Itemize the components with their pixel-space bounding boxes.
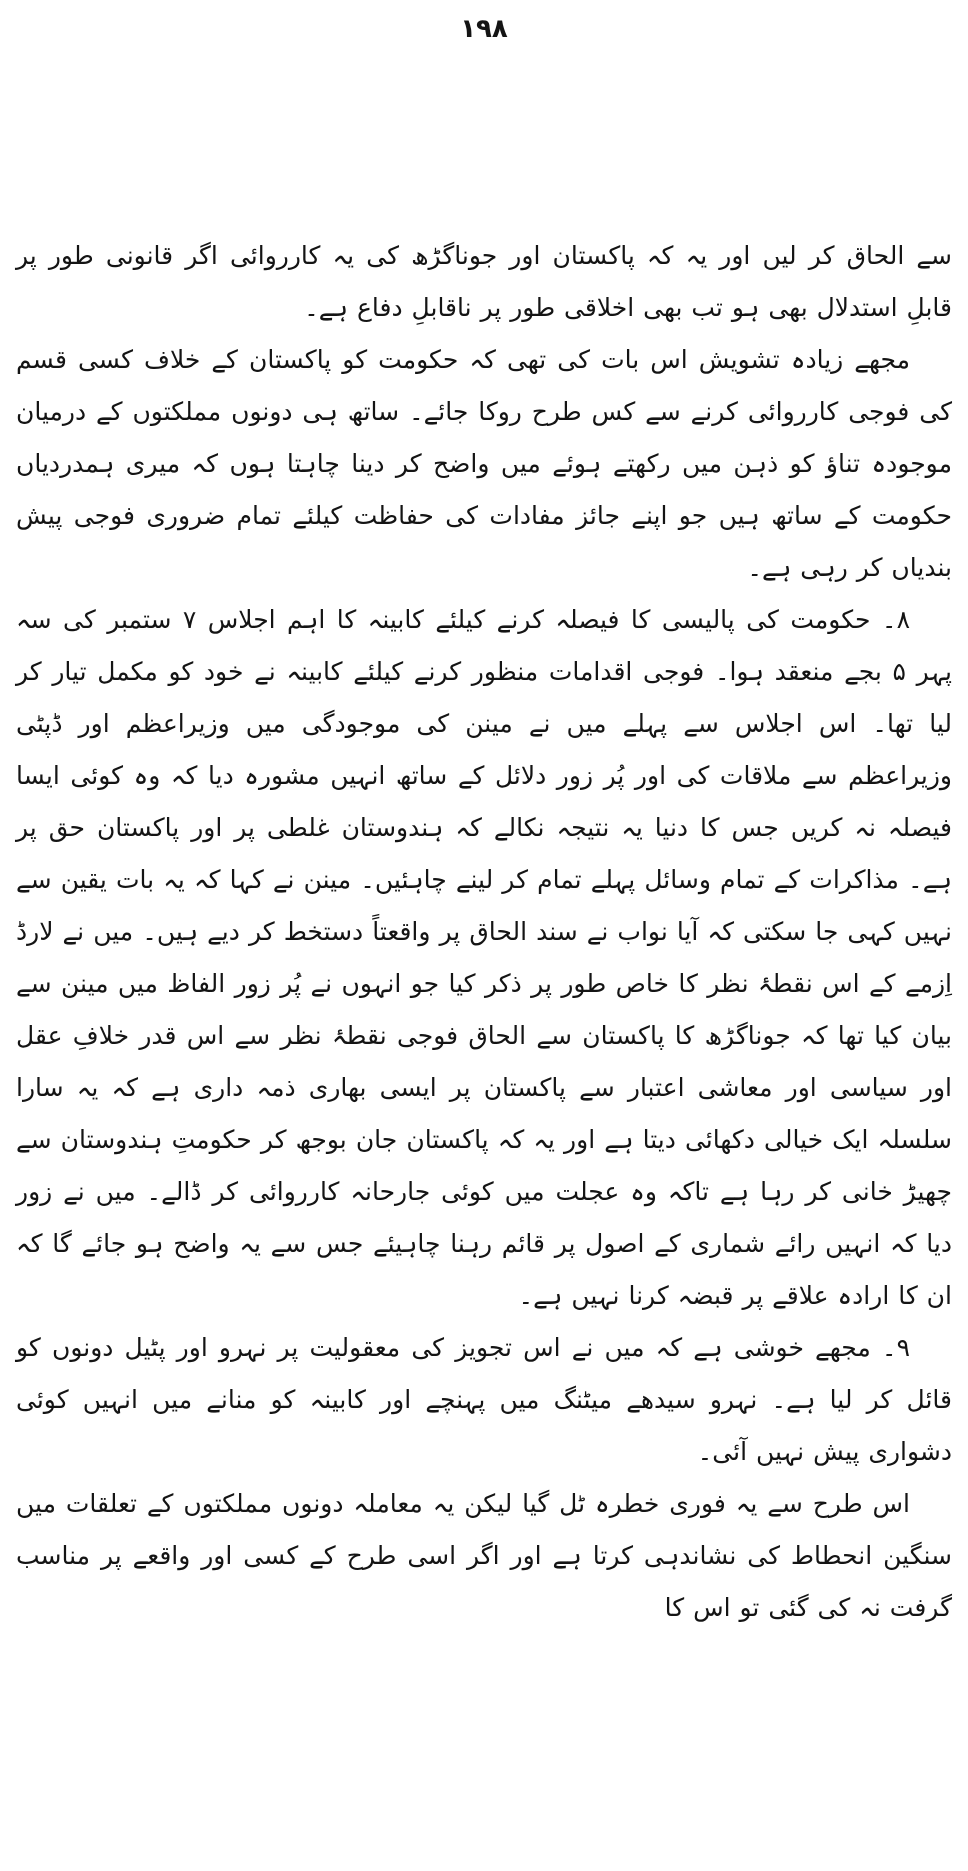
page-number: ۱۹۸ [460,14,508,44]
paragraph: ۸۔ حکومت کی پالیسی کا فیصلہ کرنے کیلئے کابینہ کا اہم اجلاس ۷ ستمبر کی سہ پہر ۵ بجے منعقد ہوا۔ فوجی اقدامات منظور کرنے کیلئے کابینہ نے خود کو مکمل تیار کر لیا تھا۔ اس اجلاس سے پہلے میں نے مینن کی موجودگی میں وزیراعظم اور ڈپٹی وزیراعظم سے ملاقات کی اور پُر زور دلائل کے ساتھ انہیں مشورہ دیا کہ وہ کوئی ایسا فیصلہ نہ کریں جس کا دنیا یہ نتیجہ نکالے کہ ہندوستان غلطی پر اور پاکستان حق پر ہے۔ مذاکرات کے تمام وسائل پہلے تمام کر لینے چاہئیں۔ مینن نے کہا کہ یہ بات یقین سے نہیں کہی جا سکتی کہ آیا نواب نے سند الحاق پر واقعتاً دستخط کر دیے ہیں۔ میں نے لارڈ اِزمے کے اس نقطۂ نظر کا خاص طور پر ذکر کیا جو انہوں نے پُر زور الفاظ میں مینن سے بیان کیا تھا کہ جوناگڑھ کا پاکستان سے الحاق فوجی نقطۂ نظر سے اس قدر خلافِ عقل اور سیاسی اور معاشی اعتبار سے پاکستان پر ایسی بھاری ذمہ داری ہے کہ یہ سارا سلسلہ ایک خیالی دکھائی دیتا ہے اور یہ کہ پاکستان جان بوجھ کر حکومتِ ہندوستان سے چھیڑ خانی کر رہا ہے تاکہ وہ عجلت میں کوئی جارحانہ کارروائی کر ڈالے۔ میں نے زور دیا کہ انہیں رائے شماری کے اصول پر قائم رہنا چاہیئے جس سے یہ واضح ہو جائے گا کہ ان کا ارادہ علاقے پر قبضہ کرنا نہیں ہے۔ [16,605,952,1310]
text-block [16,230,952,1634]
paragraph: اس طرح سے یہ فوری خطرہ ٹل گیا لیکن یہ معاملہ دونوں مملکتوں کے تعلقات میں سنگین انحطاط کی نشاندہی کرتا ہے اور اگر اسی طرح کے کسی اور واقعے پر مناسب گرفت نہ کی گئی تو اس کا [16,1489,952,1622]
paragraph: مجھے زیادہ تشویش اس بات کی تھی کہ حکومت کو پاکستان کے خلاف کسی قسم کی فوجی کارروائی کرنے سے کس طرح روکا جائے۔ ساتھ ہی دونوں مملکتوں کے درمیان موجودہ تناؤ کو ذہن میں رکھتے ہوئے میں واضح کر دینا چاہتا ہوں کہ میری ہمدردیاں حکومت کے ساتھ ہیں جو اپنے جائز مفادات کی حفاظت کیلئے تمام ضروری فوجی پیش بندیاں کر رہی ہے۔ [16,345,952,582]
paragraph: ۹۔ مجھے خوشی ہے کہ میں نے اس تجویز کی معقولیت پر نہرو اور پٹیل دونوں کو قائل کر لیا ہے۔ نہرو سیدھے میٹنگ میں پہنچے اور کابینہ کو منانے میں انہیں کوئی دشواری پیش نہیں آئی۔ [16,1333,952,1466]
paragraph: سے الحاق کر لیں اور یہ کہ پاکستان اور جوناگڑھ کی یہ کارروائی اگر قانونی طور پر قابلِ استدلال بھی ہو تب بھی اخلاقی طور پر ناقابلِ دفاع ہے۔ [16,241,952,322]
